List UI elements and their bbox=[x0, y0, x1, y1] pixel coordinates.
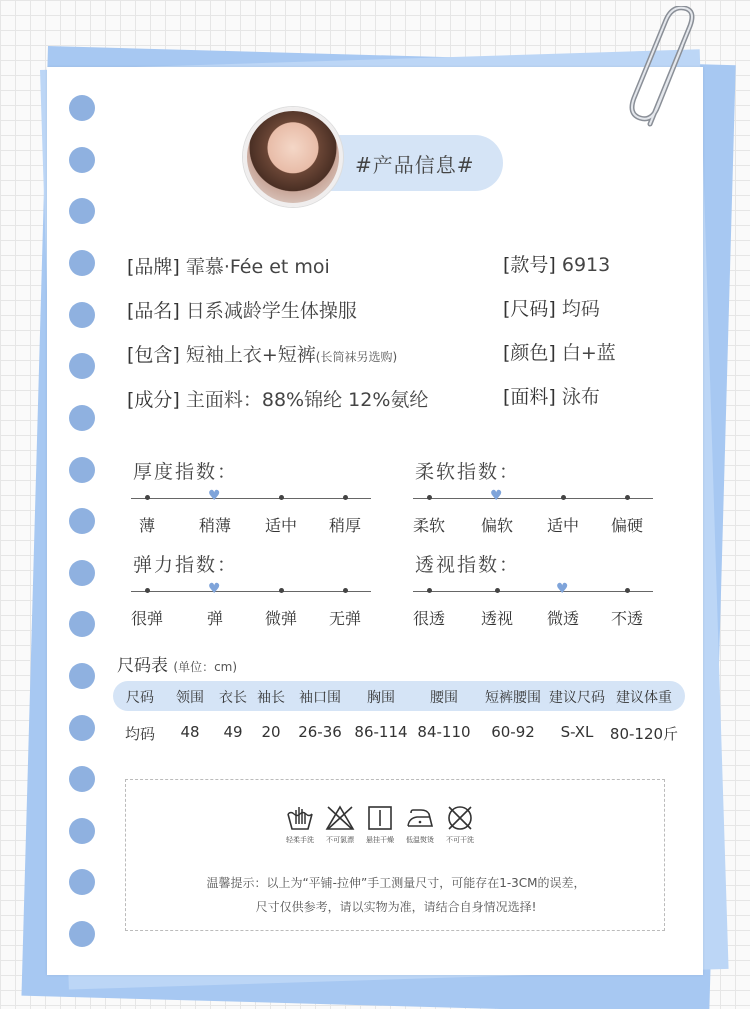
scale-dot bbox=[343, 588, 348, 593]
scale-label: 弹 bbox=[206, 609, 224, 628]
transparency-scale bbox=[413, 550, 657, 630]
scale-label: 稍薄 bbox=[198, 516, 232, 535]
scale-line bbox=[413, 498, 653, 499]
size-table-cell: 60-92 bbox=[491, 723, 535, 741]
size-table-header: 建议体重 bbox=[616, 690, 672, 706]
scale-label: 不透 bbox=[610, 609, 644, 628]
scale-dot bbox=[625, 495, 630, 500]
binder-hole bbox=[69, 663, 95, 689]
binder-hole bbox=[69, 611, 95, 637]
scale-dot bbox=[427, 588, 432, 593]
scale-selected-heart-icon: ♥ bbox=[208, 581, 221, 597]
hang-dry-icon: 悬挂干燥 bbox=[353, 804, 407, 845]
scale-dot bbox=[145, 495, 150, 500]
scale-dot bbox=[561, 495, 566, 500]
size-table-cell: 86-114 bbox=[354, 723, 408, 741]
scale-label: 稍厚 bbox=[328, 516, 362, 535]
scale-selected-heart-icon: ♥ bbox=[208, 488, 221, 504]
info-color: [颜色] 白+蓝 bbox=[503, 342, 616, 364]
scale-title: 厚度指数： bbox=[133, 461, 239, 483]
binder-hole bbox=[69, 921, 95, 947]
scale-dot bbox=[279, 495, 284, 500]
size-table-cell: 48 bbox=[180, 723, 200, 741]
scale-label: 偏软 bbox=[480, 516, 514, 535]
scale-selected-heart-icon: ♥ bbox=[490, 488, 503, 504]
elasticity-scale bbox=[131, 550, 375, 630]
scale-dot bbox=[279, 588, 284, 593]
info-name: [品名] 日系减龄学生体操服 bbox=[127, 300, 357, 322]
scale-label: 无弹 bbox=[328, 609, 362, 628]
binder-hole bbox=[69, 147, 95, 173]
binder-hole bbox=[69, 353, 95, 379]
tip-line-1: 温馨提示：以上为“平铺-拉伸”手工测量尺寸，可能存在1-3CM的误差， bbox=[206, 876, 586, 890]
scale-label: 透视 bbox=[480, 609, 514, 628]
size-table-cell: 26-36 bbox=[298, 723, 342, 741]
size-table-header: 胸围 bbox=[367, 690, 395, 706]
paperclip-icon bbox=[620, 6, 710, 136]
no-dry-clean-icon: 不可干洗 bbox=[433, 804, 487, 845]
info-size: [尺码] 均码 bbox=[503, 298, 600, 320]
binder-hole bbox=[69, 508, 95, 534]
model-avatar bbox=[243, 107, 343, 207]
scale-label: 薄 bbox=[138, 516, 156, 535]
scale-dot bbox=[495, 588, 500, 593]
scale-title: 弹力指数： bbox=[133, 554, 239, 576]
binder-hole bbox=[69, 869, 95, 895]
scale-dot bbox=[343, 495, 348, 500]
info-brand: [品牌] 霏慕·Fée et moi bbox=[127, 256, 330, 278]
scale-label: 柔软 bbox=[412, 516, 446, 535]
size-table-cell: 80-120斤 bbox=[609, 725, 679, 743]
info-model-no: [款号] 6913 bbox=[503, 254, 611, 276]
scale-dot bbox=[625, 588, 630, 593]
size-table-cell: 20 bbox=[261, 723, 281, 741]
size-table-cell: 49 bbox=[223, 723, 243, 741]
size-table-header: 袖长 bbox=[257, 690, 285, 706]
low-iron-icon: 低温熨烫 bbox=[393, 804, 447, 845]
info-contents: [包含] 短袖上衣+短裤(长筒袜另选购) bbox=[127, 344, 398, 366]
size-table-cell: 84-110 bbox=[417, 723, 471, 741]
binder-hole bbox=[69, 818, 95, 844]
tip-line-2: 尺寸仅供参考，请以实物为准，请结合自身情况选择! bbox=[255, 900, 537, 914]
scale-label: 适中 bbox=[546, 516, 580, 535]
info-composition: [成分] 主面料：88%锦纶 12%氨纶 bbox=[127, 389, 429, 411]
scale-line bbox=[131, 498, 371, 499]
hand-wash-icon: 轻柔手洗 bbox=[273, 804, 327, 845]
thickness-scale bbox=[131, 457, 375, 537]
binder-hole bbox=[69, 766, 95, 792]
binder-hole bbox=[69, 198, 95, 224]
scale-dot bbox=[427, 495, 432, 500]
notebook-page bbox=[47, 67, 703, 975]
binder-hole bbox=[69, 250, 95, 276]
size-table-header: 衣长 bbox=[219, 690, 247, 706]
size-table-header: 腰围 bbox=[430, 690, 458, 706]
scale-label: 很透 bbox=[412, 609, 446, 628]
binder-hole bbox=[69, 457, 95, 483]
scale-label: 偏硬 bbox=[610, 516, 644, 535]
scale-label: 微弹 bbox=[264, 609, 298, 628]
scale-label: 很弹 bbox=[130, 609, 164, 628]
softness-scale bbox=[413, 457, 657, 537]
scale-title: 透视指数： bbox=[415, 554, 521, 576]
size-table-header: 领围 bbox=[176, 690, 204, 706]
info-fabric: [面料] 泳布 bbox=[503, 386, 600, 408]
scale-label: 适中 bbox=[264, 516, 298, 535]
size-table-cell: S-XL bbox=[560, 723, 594, 741]
size-table-header: 袖口围 bbox=[299, 690, 341, 706]
size-table-header: 尺码 bbox=[126, 690, 154, 706]
binder-hole bbox=[69, 405, 95, 431]
binder-hole bbox=[69, 95, 95, 121]
care-instructions-box bbox=[125, 779, 665, 931]
no-bleach-icon: 不可氯漂 bbox=[313, 804, 367, 845]
scale-line bbox=[413, 591, 653, 592]
size-table-header: 建议尺码 bbox=[549, 690, 605, 706]
size-table-title: 尺码表 (单位：cm) bbox=[117, 656, 238, 676]
binder-hole bbox=[69, 560, 95, 586]
scale-label: 微透 bbox=[546, 609, 580, 628]
binder-hole bbox=[69, 302, 95, 328]
size-table-header: 短裤腰围 bbox=[485, 690, 541, 706]
section-title: #产品信息# bbox=[323, 135, 503, 191]
scale-line bbox=[131, 591, 371, 592]
scale-selected-heart-icon: ♥ bbox=[556, 581, 569, 597]
scale-dot bbox=[145, 588, 150, 593]
scale-title: 柔软指数： bbox=[415, 461, 521, 483]
size-table-cell: 均码 bbox=[124, 725, 156, 743]
binder-hole bbox=[69, 715, 95, 741]
